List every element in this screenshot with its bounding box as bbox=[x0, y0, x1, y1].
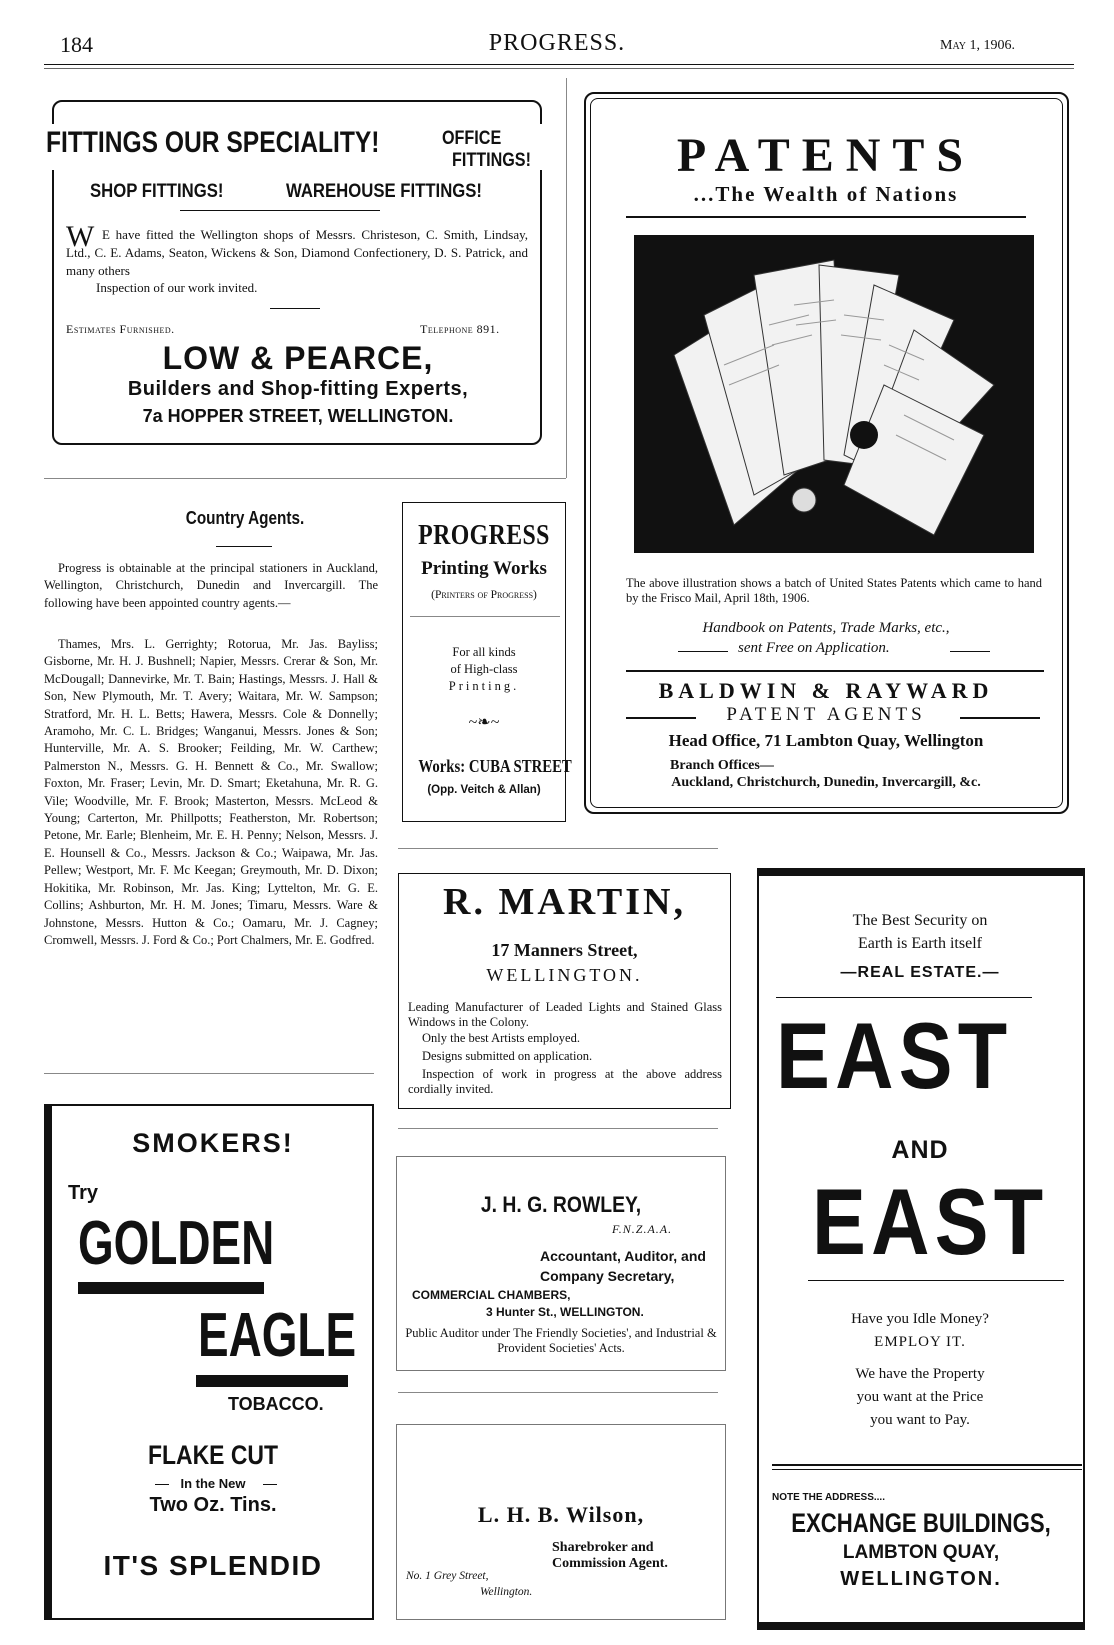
agents-title: Country Agents. bbox=[185, 508, 305, 528]
header-rule bbox=[44, 64, 1074, 65]
east-idle-money: Have you Idle Money? bbox=[851, 1311, 989, 1327]
martin-designs: Designs submitted on application. bbox=[422, 1049, 593, 1063]
east-wellington: WELLINGTON. bbox=[840, 1568, 1002, 1590]
telephone-number: Telephone 891. bbox=[420, 322, 500, 336]
patents-branch-label: Branch Offices— bbox=[670, 758, 774, 773]
east-employ: EMPLOY IT. bbox=[874, 1334, 966, 1350]
firm-tagline: Builders and Shop-fitting Experts, bbox=[127, 378, 469, 400]
printing-works: Works: CUBA STREET bbox=[418, 756, 572, 776]
printing-printers: (Printers of Progress) bbox=[431, 589, 537, 601]
martin-name: R. MARTIN, bbox=[443, 881, 686, 923]
page-date: May 1, 1906. bbox=[940, 38, 1015, 53]
east-property-3: you want to Pay. bbox=[870, 1412, 970, 1428]
patents-handbook: Handbook on Patents, Trade Marks, etc., bbox=[702, 620, 950, 636]
agents-list: Thames, Mrs. L. Gerrighty; Rotorua, Mr. Jas. Bayliss; Gisborne, Mr. H. J. Bushnell; Napier, Messrs. Crerar & Son, Mr. McDougall; Dannevirke, Mr. T. Bain; Hastings, Messrs. J. Hall & Son, New Plymouth, Mr. T. Avery; Waitara, Mr. W. Sampson; Stratford, Mr. H. L. Betts; Hawera, Messrs. Cole & Donnelly; Aramoho, Mr. C. L. Bridges; Wanganui, Messrs. Jones & Son; Hunterville, Mr. A. S. Brooker; Feilding, Mr. W. Carthew; Palmerston N., Messrs. G. H. Bennett & Co., Mr. Swallow; Foxton, Mr. Fraser; Levin, Mr. D. Smart; Eketahuna, Mr. R. G. Vile; Woodville, Mr. F. Brook; Masterton, Messrs. McLeod & Young; Carterton, Mr. Phillpotts; Featherston, Mr. Robertson; Petone, Mr. Earle; Blenheim, Mr. E. H. Penny; Nelson, Messrs. J. E. Hounsell & Co., Messrs. Jackson & Co.; Waipawa, Mr. Jas. Pellew; Westport, Mr. F. Mc Keegan; Greymouth, Mr. D. Dixon; Hokitika, Mr. Robinson, Mr. Jas. King; Lyttelton, Mr. G. E. Collins; Ashburton, Mr. H. M. Jones; Timaru, Messrs. Ware & Johnstone, Messrs. Hutton & Co.; Oamaru, Mr. J. Cagney; Cromwell, Messrs. J. Ford & Co.; Port Chalmers, Mr. E. Godfred. bbox=[44, 637, 378, 947]
smokers-try: Try bbox=[68, 1182, 99, 1204]
section-divider bbox=[44, 478, 566, 479]
patents-caption: The above illustration shows a batch of United States Patents which came to hand by the Frisco Mail, April 18th, 1906. bbox=[626, 576, 1042, 605]
patents-illustration bbox=[634, 235, 1034, 553]
patents-head-office: Head Office, 71 Lambton Quay, Wellington bbox=[668, 731, 984, 750]
wilson-name: L. H. B. Wilson, bbox=[477, 1502, 645, 1527]
firm-name: LOW & PEARCE, bbox=[162, 340, 434, 376]
rowley-role-2: Company Secretary, bbox=[540, 1268, 675, 1284]
martin-street: 17 Manners Street, bbox=[491, 940, 638, 960]
east-word-1: EAST bbox=[776, 1003, 1013, 1108]
east-property-1: We have the Property bbox=[855, 1366, 985, 1382]
wilson-role-2: Commission Agent. bbox=[552, 1556, 668, 1571]
east-and: AND bbox=[891, 1136, 949, 1164]
column-divider bbox=[566, 78, 567, 478]
printing-opposite: (Opp. Veitch & Allan) bbox=[427, 784, 541, 796]
martin-leading: Leading Manufacturer of Leaded Lights and Stained Glass Windows in the Colony. bbox=[408, 1000, 722, 1029]
rowley-chambers: COMMERCIAL CHAMBERS, bbox=[412, 1288, 571, 1302]
two-oz-tins: Two Oz. Tins. bbox=[149, 1494, 277, 1516]
header-rule-2 bbox=[44, 68, 1074, 69]
east-exchange: EXCHANGE BUILDINGS, bbox=[791, 1508, 1051, 1538]
warehouse-fittings: WAREHOUSE FITTINGS! bbox=[286, 181, 483, 202]
eagle-text: EAGLE bbox=[198, 1301, 357, 1370]
patents-sent-free: sent Free on Application. bbox=[738, 640, 890, 656]
golden-underline bbox=[78, 1282, 264, 1294]
printing-printing: Printing. bbox=[448, 679, 520, 693]
martin-city: WELLINGTON. bbox=[486, 965, 643, 985]
section-divider bbox=[398, 1128, 718, 1129]
flake-cut: FLAKE CUT bbox=[147, 1440, 279, 1470]
east-word-2: EAST bbox=[812, 1169, 1049, 1274]
shop-fittings: SHOP FITTINGS! bbox=[90, 181, 224, 202]
drop-cap: W bbox=[66, 220, 95, 253]
patents-agents: PATENT AGENTS bbox=[726, 704, 926, 725]
martin-artists: Only the best Artists employed. bbox=[422, 1031, 580, 1045]
section-divider bbox=[398, 1392, 718, 1393]
east-best-1: The Best Security on bbox=[852, 912, 988, 929]
patents-subtitle: ...The Wealth of Nations bbox=[693, 182, 959, 206]
east-real-estate: —REAL ESTATE.— bbox=[840, 964, 1000, 981]
fittings-headline: FITTINGS OUR SPECIALITY! bbox=[46, 126, 380, 159]
martin-inspection: Inspection of work in progress at the above address cordially invited. bbox=[408, 1067, 722, 1096]
page-title: PROGRESS. bbox=[488, 30, 626, 56]
east-best-2: Earth is Earth itself bbox=[858, 935, 982, 952]
office-label: OFFICE bbox=[442, 128, 502, 149]
east-lambton: LAMBTON QUAY, bbox=[842, 1542, 1000, 1563]
tobacco-label: TOBACCO. bbox=[228, 1394, 324, 1414]
wilson-address-2: Wellington. bbox=[480, 1586, 533, 1598]
east-note-address: NOTE THE ADDRESS.... bbox=[772, 1492, 885, 1503]
printing-title: PROGRESS bbox=[418, 520, 550, 551]
section-divider bbox=[398, 848, 718, 849]
patent-documents-image bbox=[634, 235, 1034, 553]
golden-text: GOLDEN bbox=[78, 1209, 275, 1278]
agents-intro: Progress is obtainable at the principal stationers in Auckland, Wellington, Christchurch, Dunedin and Invercargill. The following have been appointed country agents.— bbox=[44, 561, 378, 610]
in-the-new: In the New bbox=[180, 1476, 246, 1491]
firm-address: 7a HOPPER STREET, WELLINGTON. bbox=[142, 406, 454, 426]
printing-for-all: For all kinds bbox=[452, 645, 516, 659]
patents-branch-list: Auckland, Christchurch, Dunedin, Invercargill, &c. bbox=[671, 775, 981, 790]
wilson-address-1: No. 1 Grey Street, bbox=[406, 1570, 489, 1582]
section-divider bbox=[44, 1073, 374, 1074]
fittings-body: E have fitted the Wellington shops of Messrs. Christeson, C. Smith, Lindsay, Ltd., C. E. Adams, Seaton, Wickens & Son, Diamond Confectionery, D. S. Patrick, and many others bbox=[66, 227, 528, 278]
printing-ornament: ~❧~ bbox=[468, 714, 500, 731]
east-property-2: you want at the Price bbox=[856, 1389, 984, 1405]
rowley-auditor: Public Auditor under The Friendly Societies', and Industrial & Provident Societies' Acts. bbox=[405, 1326, 717, 1355]
east-top-bar bbox=[757, 868, 1085, 876]
rowley-street: 3 Hunter St., WELLINGTON. bbox=[486, 1305, 644, 1319]
page-number: 184 bbox=[60, 32, 93, 57]
east-bottom-bar bbox=[757, 1622, 1085, 1630]
its-splendid: IT'S SPLENDID bbox=[103, 1550, 323, 1581]
printing-high-class: of High-class bbox=[450, 662, 518, 676]
rowley-name: J. H. G. ROWLEY, bbox=[480, 1192, 642, 1217]
rowley-letters: F.N.Z.A.A. bbox=[612, 1222, 673, 1236]
patents-title: PATENTS bbox=[676, 129, 976, 182]
printing-subtitle: Printing Works bbox=[421, 558, 547, 579]
inspection-invited: Inspection of our work invited. bbox=[96, 280, 258, 295]
rowley-role-1: Accountant, Auditor, and bbox=[540, 1248, 706, 1264]
patents-firm: BALDWIN & RAYWARD bbox=[658, 678, 994, 703]
estimates-furnished: Estimates Furnished. bbox=[66, 322, 175, 336]
eagle-underline bbox=[196, 1375, 348, 1387]
wilson-role-1: Sharebroker and bbox=[552, 1540, 654, 1555]
office-fittings-label: FITTINGS! bbox=[452, 150, 531, 171]
smokers-headline: SMOKERS! bbox=[132, 1128, 294, 1158]
